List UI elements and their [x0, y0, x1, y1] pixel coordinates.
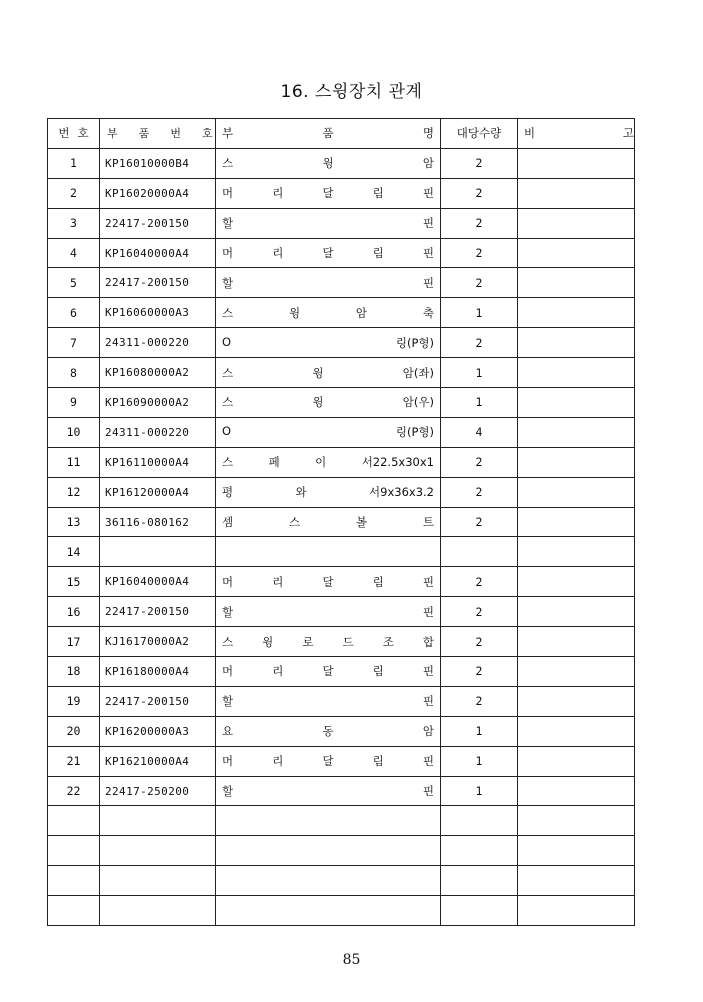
cell-no: 22 — [48, 776, 100, 806]
part-name-segment: 림 — [372, 754, 384, 769]
cell-part-name — [216, 298, 441, 328]
cell-qty: 2 — [441, 627, 518, 657]
part-name-segment: 암(우) — [402, 395, 434, 410]
cell-qty: 2 — [441, 447, 518, 477]
part-name-segment: 리 — [272, 574, 284, 589]
empty-cell — [441, 836, 518, 866]
table-row — [48, 328, 635, 358]
cell-qty: 1 — [441, 298, 518, 328]
cell-remarks — [518, 507, 635, 537]
empty-cell — [518, 896, 635, 926]
cell-remarks — [518, 388, 635, 418]
cell-part-number: 22417-200150 — [100, 208, 216, 238]
header-remarks-char: 고 — [622, 126, 634, 141]
header-pn-char: 호 — [201, 127, 213, 141]
part-name-segment: 스 — [222, 395, 234, 410]
cell-no: 8 — [48, 358, 100, 388]
cell-part-name — [216, 627, 441, 657]
part-name-segment: 머 — [222, 754, 234, 769]
part-name-segment: 달 — [322, 186, 334, 201]
cell-remarks — [518, 447, 635, 477]
cell-qty: 2 — [441, 567, 518, 597]
cell-part-number — [100, 537, 216, 567]
cell-part-number: KP16040000A4 — [100, 567, 216, 597]
table-row — [48, 686, 635, 716]
parts-table — [47, 118, 635, 926]
part-name-segment: 할 — [222, 216, 234, 231]
cell-remarks — [518, 477, 635, 507]
cell-no: 11 — [48, 447, 100, 477]
cell-part-name — [216, 776, 441, 806]
cell-no: 4 — [48, 238, 100, 268]
part-name-segment: 서9x36x3.2 — [369, 485, 434, 500]
empty-cell — [441, 866, 518, 896]
cell-no: 10 — [48, 417, 100, 447]
part-name-segment: 암(좌) — [402, 365, 434, 380]
cell-remarks — [518, 298, 635, 328]
cell-part-name — [216, 148, 441, 178]
empty-cell — [216, 806, 441, 836]
cell-no: 17 — [48, 627, 100, 657]
header-pn-char: 품 — [138, 127, 150, 141]
empty-row — [48, 896, 635, 926]
part-name-segment: 달 — [322, 664, 334, 679]
part-name-segment: 이 — [315, 455, 327, 470]
header-no — [48, 119, 100, 149]
cell-part-name — [216, 328, 441, 358]
cell-no: 1 — [48, 148, 100, 178]
cell-no: 2 — [48, 178, 100, 208]
part-name-segment: 리 — [272, 664, 284, 679]
part-name-segment: 암 — [422, 156, 434, 171]
part-name-segment: 윙 — [312, 395, 324, 410]
cell-no: 20 — [48, 716, 100, 746]
cell-part-number: KP16200000A3 — [100, 716, 216, 746]
part-name-segment: 서22.5x30x1 — [361, 455, 434, 470]
part-name-segment: 핀 — [422, 784, 434, 799]
table-row — [48, 268, 635, 298]
cell-no: 18 — [48, 657, 100, 687]
cell-qty: 4 — [441, 417, 518, 447]
part-name-segment: 스 — [288, 515, 301, 530]
part-name-segment: 동 — [322, 724, 334, 739]
table-row — [48, 148, 635, 178]
header-remarks — [518, 119, 635, 149]
cell-part-number: KP16040000A4 — [100, 238, 216, 268]
part-name-segment: 스 — [222, 156, 234, 171]
cell-no: 14 — [48, 537, 100, 567]
part-name-segment: 림 — [372, 574, 384, 589]
part-name-segment: 림 — [372, 246, 384, 260]
cell-remarks — [518, 657, 635, 687]
part-name-segment: 링(P형) — [395, 335, 434, 350]
part-name-segment: 핀 — [422, 186, 434, 201]
header-qty: 대당수량 — [441, 119, 518, 149]
header-remarks-char: 비 — [524, 126, 536, 141]
cell-part-number: 22417-200150 — [100, 597, 216, 627]
cell-part-number: 36116-080162 — [100, 507, 216, 537]
part-name-segment: 스 — [222, 634, 234, 649]
part-name-segment: 드 — [342, 634, 354, 649]
cell-no: 5 — [48, 268, 100, 298]
part-name-segment: 스 — [222, 455, 234, 470]
part-name-segment: 스 — [222, 305, 234, 320]
cell-no: 15 — [48, 567, 100, 597]
cell-part-number: 24311-000220 — [100, 328, 216, 358]
table-row — [48, 627, 635, 657]
cell-remarks — [518, 178, 635, 208]
cell-part-number: KP16180000A4 — [100, 657, 216, 687]
table-body — [48, 148, 635, 925]
part-name-segment: 스 — [222, 365, 234, 380]
empty-cell — [518, 806, 635, 836]
part-name-segment: O — [222, 424, 232, 439]
cell-no: 19 — [48, 686, 100, 716]
cell-part-name — [216, 597, 441, 627]
cell-remarks — [518, 567, 635, 597]
table-row — [48, 597, 635, 627]
part-name-segment: 핀 — [422, 275, 434, 290]
cell-no: 9 — [48, 388, 100, 418]
part-name-segment: 달 — [322, 574, 334, 589]
part-name-segment: 페 — [268, 455, 280, 470]
empty-row — [48, 836, 635, 866]
cell-part-name — [216, 268, 441, 298]
cell-part-number: KP16210000A4 — [100, 746, 216, 776]
part-name-segment: 리 — [272, 246, 284, 260]
table-row — [48, 567, 635, 597]
empty-cell — [100, 806, 216, 836]
empty-cell — [100, 896, 216, 926]
part-name-segment: 머 — [222, 186, 234, 201]
part-name-segment: 머 — [222, 664, 234, 679]
part-name-segment: 핀 — [422, 574, 434, 589]
empty-cell — [100, 836, 216, 866]
cell-part-name — [216, 716, 441, 746]
cell-part-name — [216, 746, 441, 776]
cell-part-name — [216, 388, 441, 418]
part-name-segment: 트 — [422, 515, 434, 530]
cell-qty: 2 — [441, 657, 518, 687]
cell-qty: 2 — [441, 268, 518, 298]
cell-no: 6 — [48, 298, 100, 328]
table-row — [48, 178, 635, 208]
cell-qty: 1 — [441, 388, 518, 418]
empty-cell — [100, 866, 216, 896]
cell-remarks — [518, 627, 635, 657]
cell-part-name — [216, 686, 441, 716]
part-name-segment: 평 — [222, 485, 234, 500]
table-row — [48, 358, 635, 388]
part-name-segment: 머 — [222, 246, 234, 260]
cell-no: 21 — [48, 746, 100, 776]
part-name-segment: 셈 — [222, 515, 234, 530]
cell-part-name — [216, 657, 441, 687]
empty-cell — [441, 896, 518, 926]
cell-no: 7 — [48, 328, 100, 358]
part-name-segment: 암 — [422, 724, 434, 739]
header-row — [48, 119, 635, 149]
cell-remarks — [518, 417, 635, 447]
cell-part-number: KP16080000A2 — [100, 358, 216, 388]
part-name-segment: 로 — [302, 634, 314, 649]
cell-qty: 2 — [441, 208, 518, 238]
part-name-segment: 림 — [372, 186, 384, 201]
part-name-segment: 암 — [355, 305, 368, 320]
cell-remarks — [518, 208, 635, 238]
part-name-segment: 달 — [322, 754, 334, 769]
cell-part-name — [216, 477, 441, 507]
table-row — [48, 298, 635, 328]
header-name-char: 명 — [422, 126, 434, 141]
cell-no: 16 — [48, 597, 100, 627]
cell-part-number: KP16010000B4 — [100, 148, 216, 178]
cell-remarks — [518, 716, 635, 746]
part-name-segment: 리 — [272, 754, 284, 769]
cell-remarks — [518, 358, 635, 388]
cell-part-number: KP16090000A2 — [100, 388, 216, 418]
header-name-char: 부 — [222, 126, 234, 141]
cell-remarks — [518, 148, 635, 178]
part-name-segment: 합 — [422, 634, 434, 649]
cell-qty: 2 — [441, 328, 518, 358]
cell-no: 12 — [48, 477, 100, 507]
cell-part-number: KP16060000A3 — [100, 298, 216, 328]
part-name-segment: 핀 — [422, 664, 434, 679]
cell-part-name — [216, 208, 441, 238]
cell-qty — [441, 537, 518, 567]
cell-part-name — [216, 507, 441, 537]
table-row — [48, 388, 635, 418]
part-name-segment: 윙 — [262, 634, 274, 649]
empty-cell — [518, 836, 635, 866]
cell-qty: 1 — [441, 716, 518, 746]
part-name-segment: 요 — [222, 724, 234, 739]
header-no-char: 번 — [58, 126, 70, 141]
part-name-segment: 핀 — [422, 754, 434, 769]
cell-part-name — [216, 358, 441, 388]
part-name-segment: 볼 — [355, 515, 368, 530]
header-pn-char: 부 — [107, 127, 119, 141]
table-row — [48, 657, 635, 687]
empty-cell — [441, 806, 518, 836]
cell-qty: 2 — [441, 597, 518, 627]
header-part-number — [100, 119, 216, 149]
page-number: 85 — [342, 952, 361, 968]
part-name-segment: 할 — [222, 275, 234, 290]
cell-part-name — [216, 447, 441, 477]
part-name-segment: 와 — [295, 485, 307, 500]
page-title: 16. 스윙장치 관계 — [280, 82, 423, 102]
table-row — [48, 417, 635, 447]
part-name-segment: 핀 — [422, 694, 434, 709]
empty-cell — [48, 806, 100, 836]
cell-remarks — [518, 238, 635, 268]
cell-part-number: 22417-200150 — [100, 268, 216, 298]
cell-remarks — [518, 268, 635, 298]
table-row — [48, 447, 635, 477]
part-name-segment: 할 — [222, 694, 234, 709]
part-name-segment: 조 — [382, 634, 394, 649]
part-name-segment: 핀 — [422, 604, 434, 619]
cell-remarks — [518, 686, 635, 716]
cell-qty: 2 — [441, 477, 518, 507]
table-row — [48, 477, 635, 507]
part-name-segment: 머 — [222, 574, 234, 589]
header-pn-char: 번 — [170, 127, 182, 141]
empty-cell — [48, 866, 100, 896]
header-name-char: 품 — [322, 126, 334, 141]
table-row — [48, 208, 635, 238]
cell-part-number: KP16110000A4 — [100, 447, 216, 477]
cell-qty: 2 — [441, 178, 518, 208]
empty-cell — [518, 866, 635, 896]
cell-qty: 2 — [441, 507, 518, 537]
cell-part-number: KJ16170000A2 — [100, 627, 216, 657]
part-name-segment: 윙 — [312, 365, 324, 380]
cell-remarks — [518, 597, 635, 627]
header-no-char: 호 — [77, 126, 89, 141]
empty-cell — [48, 836, 100, 866]
cell-part-name — [216, 567, 441, 597]
cell-remarks — [518, 776, 635, 806]
empty-cell — [48, 896, 100, 926]
part-name-segment: 축 — [422, 305, 434, 320]
cell-qty: 2 — [441, 148, 518, 178]
header-part-name — [216, 119, 441, 149]
part-name-segment: 달 — [322, 246, 334, 260]
cell-no: 3 — [48, 208, 100, 238]
cell-no: 13 — [48, 507, 100, 537]
cell-part-number: 22417-250200 — [100, 776, 216, 806]
part-name-segment: 리 — [272, 186, 284, 201]
empty-cell — [216, 896, 441, 926]
cell-part-number: KP16020000A4 — [100, 178, 216, 208]
table-row — [48, 746, 635, 776]
part-name-segment: 핀 — [422, 216, 434, 231]
cell-part-number: 22417-200150 — [100, 686, 216, 716]
part-name-segment: O — [222, 334, 232, 349]
part-name-segment: 윙 — [288, 305, 301, 320]
cell-remarks — [518, 746, 635, 776]
part-name-segment: 림 — [372, 664, 384, 679]
cell-remarks — [518, 537, 635, 567]
part-name-segment: 핀 — [422, 246, 434, 260]
empty-row — [48, 866, 635, 896]
part-name-segment: 할 — [222, 604, 234, 619]
cell-remarks — [518, 328, 635, 358]
table-row — [48, 776, 635, 806]
cell-qty: 1 — [441, 776, 518, 806]
table-row — [48, 238, 635, 268]
cell-qty: 1 — [441, 358, 518, 388]
cell-part-name — [216, 417, 441, 447]
cell-qty: 2 — [441, 238, 518, 268]
empty-cell — [216, 866, 441, 896]
table-row — [48, 507, 635, 537]
cell-qty: 2 — [441, 686, 518, 716]
table-row — [48, 716, 635, 746]
cell-part-name — [216, 238, 441, 268]
cell-part-number: 24311-000220 — [100, 417, 216, 447]
empty-row — [48, 806, 635, 836]
cell-part-name — [216, 537, 441, 567]
part-name-segment: 링(P형) — [395, 425, 434, 440]
cell-part-number: KP16120000A4 — [100, 477, 216, 507]
part-name-segment: 윙 — [322, 156, 334, 171]
empty-cell — [216, 836, 441, 866]
part-name-segment: 할 — [222, 784, 234, 799]
table-row — [48, 537, 635, 567]
cell-part-name — [216, 178, 441, 208]
cell-qty: 1 — [441, 746, 518, 776]
